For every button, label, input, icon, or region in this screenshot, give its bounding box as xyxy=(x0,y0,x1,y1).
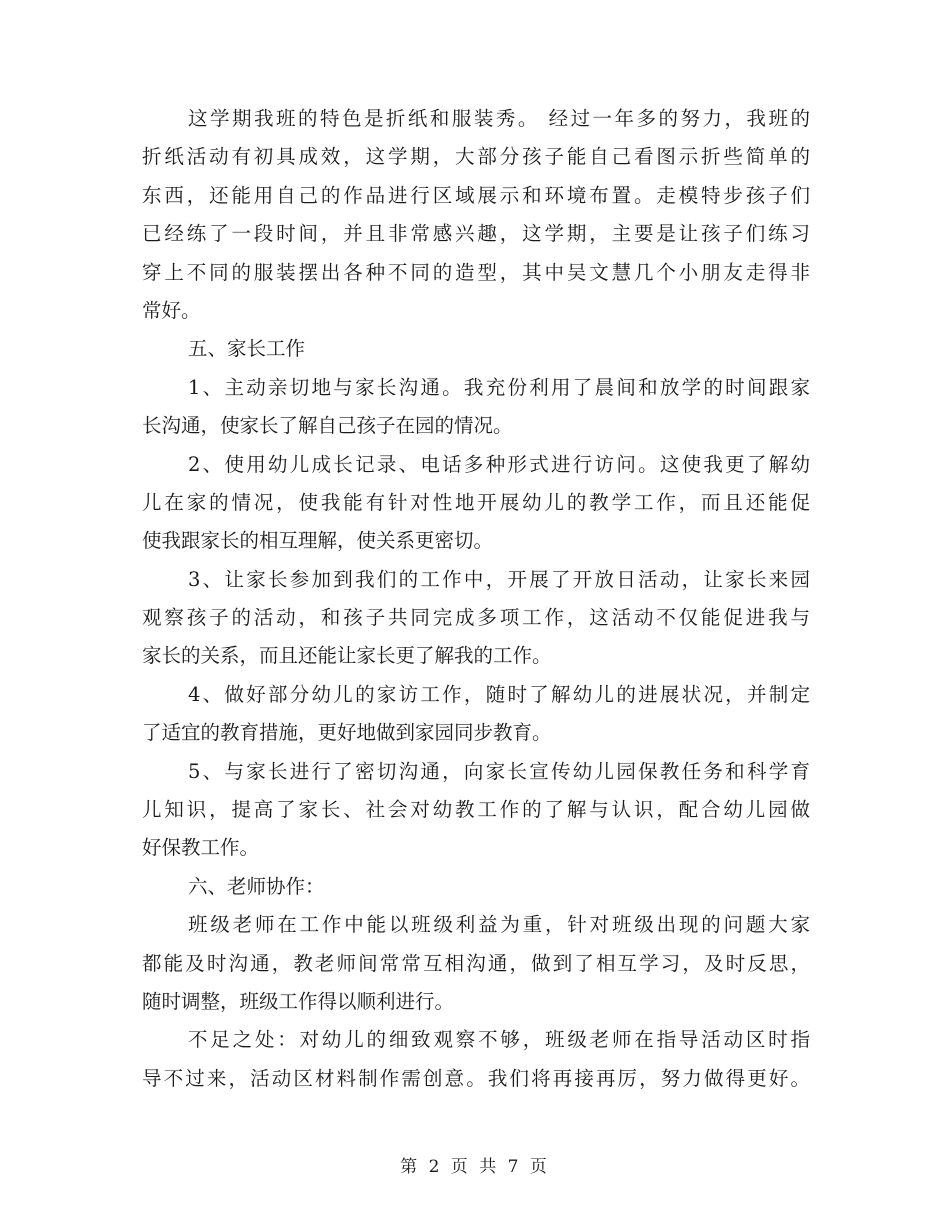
text-line: 折纸活动有初具成效，这学期，大部分孩子能自己看图示折些简单的 xyxy=(142,145,810,169)
text-line: 5、与家长进行了密切沟通，向家长宣传幼儿园保教任务和科学育 xyxy=(188,759,810,783)
text-line: 不足之处：对幼儿的细致观察不够，班级老师在指导活动区时指 xyxy=(188,1028,810,1052)
section-heading-teacher-cooperation xyxy=(142,868,810,906)
text-line: 穿上不同的服装摆出各种不同的造型，其中吴文慧几个小朋友走得非 xyxy=(142,260,810,284)
list-item xyxy=(142,676,810,753)
text-line: 家长的关系，而且还能让家长更了解我的工作。 xyxy=(142,644,552,668)
list-item xyxy=(142,446,810,561)
total-pages-number: 7 xyxy=(507,1157,522,1177)
text-line: 2、使用幼儿成长记录、电话多种形式进行访问。这使我更了解幼 xyxy=(188,452,810,476)
list-item xyxy=(142,753,810,868)
text-line: 都能及时沟通，教老师间常常互相沟通，做到了相互学习，及时反思， xyxy=(142,951,810,975)
paragraph-cooperation xyxy=(142,906,810,1021)
text-line: 已经练了一段时间，并且非常感兴趣，这学期，主要是让孩子们练习 xyxy=(142,222,810,246)
text-line: 导不过来，活动区材料制作需创意。我们将再接再厉，努力做得更好。 xyxy=(142,1066,810,1090)
text-line: 好保教工作。 xyxy=(142,836,260,860)
text-line: 随时调整，班级工作得以顺利进行。 xyxy=(142,989,455,1013)
list-item xyxy=(142,369,810,446)
section-heading: 六、老师协作： xyxy=(188,874,325,898)
list-item xyxy=(142,561,810,676)
text-line: 了适宜的教育措施，更好地做到家园同步教育。 xyxy=(142,721,552,745)
document-body xyxy=(142,100,810,1098)
footer-suffix: 页 xyxy=(529,1157,550,1177)
text-line: 常好。 xyxy=(142,298,201,322)
paragraph-shortcomings xyxy=(142,1021,810,1098)
page-number-footer xyxy=(0,1152,950,1177)
text-line: 儿在家的情况，使我能有针对性地开展幼儿的教学工作，而且还能促 xyxy=(142,490,810,514)
section-heading: 五、家长工作 xyxy=(188,337,306,361)
section-heading-parent-work xyxy=(142,330,810,368)
current-page-number: 2 xyxy=(428,1157,443,1177)
text-line: 观察孩子的活动，和孩子共同完成多项工作，这活动不仅能促进我与 xyxy=(142,606,810,630)
text-line: 东西，还能用自己的作品进行区域展示和环境布置。走模特步孩子们 xyxy=(142,183,810,207)
footer-middle: 页 共 xyxy=(450,1157,500,1177)
text-line: 儿知识，提高了家长、社会对幼教工作的了解与认识，配合幼儿园做 xyxy=(142,798,810,822)
text-line: 4、做好部分幼儿的家访工作，随时了解幼儿的进展状况，并制定 xyxy=(188,682,810,706)
text-line: 班级老师在工作中能以班级利益为重，针对班级出现的问题大家 xyxy=(188,913,810,937)
footer-prefix: 第 xyxy=(400,1157,421,1177)
text-line: 1、主动亲切地与家长沟通。我充份利用了晨间和放学的时间跟家 xyxy=(188,375,810,399)
text-line: 使我跟家长的相互理解，使关系更密切。 xyxy=(142,529,494,553)
paragraph-class-feature xyxy=(142,100,810,330)
text-line: 3、让家长参加到我们的工作中，开展了开放日活动，让家长来园 xyxy=(188,567,810,591)
text-line: 长沟通，使家长了解自己孩子在园的情况。 xyxy=(142,414,513,438)
text-line: 这学期我班的特色是折纸和服装秀。 经过一年多的努力，我班的 xyxy=(188,107,810,130)
